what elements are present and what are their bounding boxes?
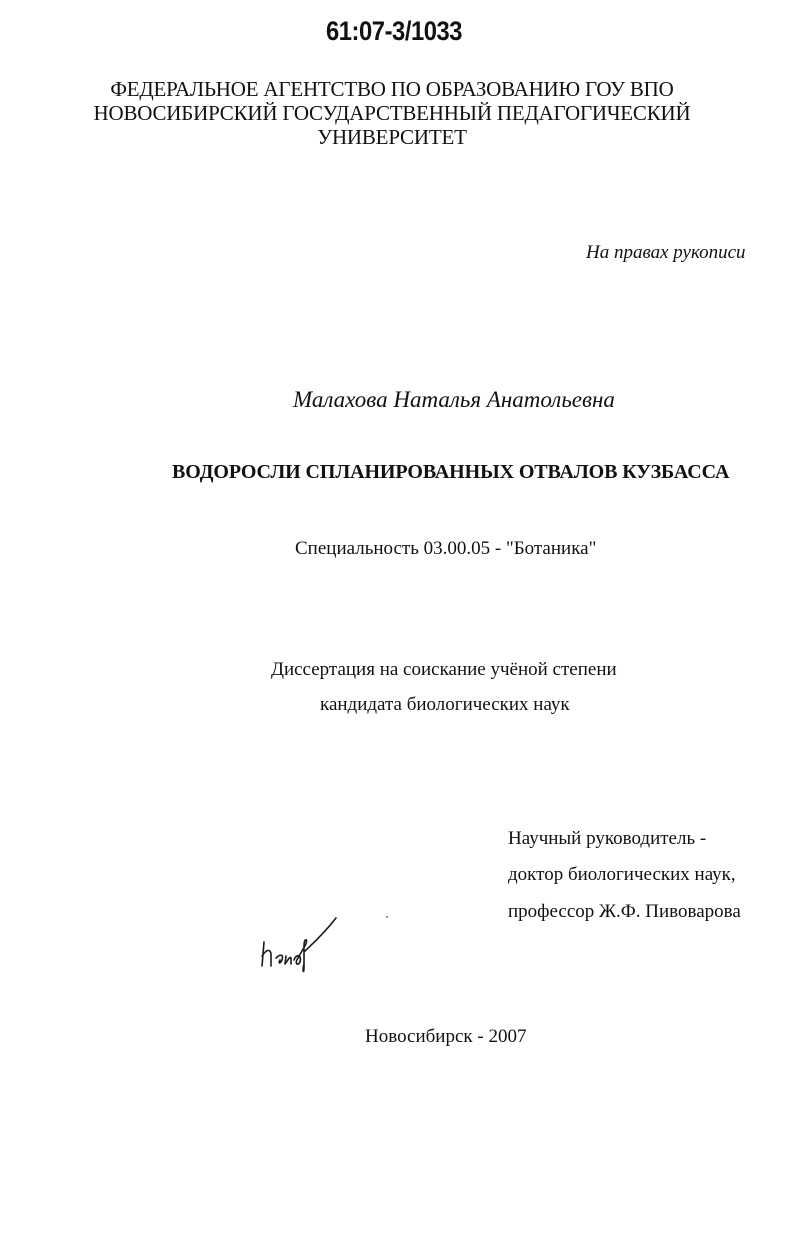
supervisor-line-2: доктор биологических наук,	[508, 864, 736, 885]
degree-line-2: кандидата биологических наук	[320, 694, 570, 715]
supervisor-line-3: профессор Ж.Ф. Пивоварова	[508, 901, 741, 922]
degree-line-1: Диссертация на соискание учёной степени	[271, 659, 617, 680]
organization-line-2: НОВОСИБИРСКИЙ ГОСУДАРСТВЕННЫЙ ПЕДАГОГИЧЕСКИЙ	[93, 101, 691, 125]
dissertation-title: ВОДОРОСЛИ СПЛАНИРОВАННЫХ ОТВАЛОВ КУЗБАССА	[172, 461, 730, 483]
handwritten-signature	[258, 906, 350, 974]
catalog-number: 61:07-3/1033	[326, 16, 463, 46]
place-and-year: Новосибирск - 2007	[365, 1026, 527, 1047]
organization-line-1: ФЕДЕРАЛЬНОЕ АГЕНТСТВО ПО ОБРАЗОВАНИЮ ГОУ ВПО	[110, 77, 674, 101]
supervisor-line-1: Научный руководитель -	[508, 828, 707, 849]
manuscript-rights-note: На правах рукописи	[586, 242, 746, 263]
organization-line-3: УНИВЕРСИТЕТ	[317, 125, 467, 149]
author-name: Малахова Наталья Анатольевна	[293, 387, 615, 412]
specialty: Специальность 03.00.05 - "Ботаника"	[295, 538, 597, 559]
scan-speck	[386, 916, 388, 918]
